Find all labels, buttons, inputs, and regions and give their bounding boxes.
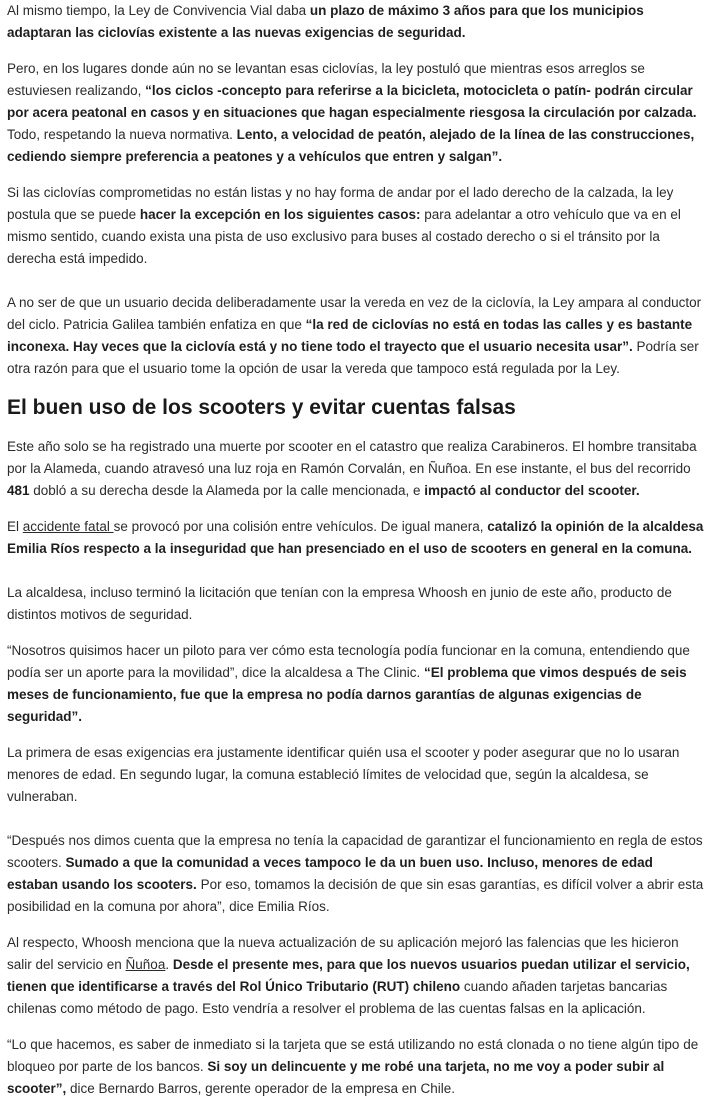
bold-run: “la red de ciclovías no está en todas las calles y es bastante inconexa. Hay veces que la ciclovía está y no tiene todo el trayecto que el usuario necesita usar”. [7,317,693,354]
text-run: “Lo que hacemos, es saber de inmediato si la tarjeta que se está utilizando no está clonada o no tiene algún tipo de bloqueo por parte de los bancos. [7,1037,699,1074]
bold-run: Si soy un delincuente y me robé una tarjeta, no me voy a poder subir al scooter”, [7,1059,665,1096]
paragraph-muerte-scooter [7,436,704,502]
text-run: La primera de esas exigencias era justamente identificar quién usa el scooter y poder asegurar que no lo usaran menores de edad. En segundo lugar, la comuna estableció límites de velocidad que, según la alcaldesa, se vulneraban. [7,745,680,804]
paragraph-accidente-fatal [7,516,704,560]
paragraph-licitacion [7,582,704,626]
paragraph-rios-quote [7,830,704,918]
paragraph-ciclos-acera [7,58,704,168]
bold-run: Lento, a velocidad de peatón, alejado de la línea de las construcciones, cediendo siempre preferencia a peatones y a vehículos que entren y salgan”. [7,127,695,164]
bold-run: catalizó la opinión de la alcaldesa Emilia Ríos respecto a la inseguridad que han presenciado en el uso de scooters en general en la comuna. [7,519,704,556]
bold-run: Desde el presente mes, para que los nuevos usuarios puedan utilizar el servicio, tienen que identificarse a través del Rol Único Tributario (RUT) chileno [7,957,690,994]
paragraph-whoosh-rut [7,932,704,1020]
text-run: Podría ser otra razón para que el usuario tome la opción de usar la vereda que tampoco está regulada por la Ley. [7,339,699,376]
paragraph-plazo-ciclovias [7,0,704,44]
paragraph-exigencias [7,742,704,808]
nunoa-link[interactable]: Ñuñoa [125,957,166,972]
bold-run: hacer la excepción en los siguientes casos: [139,207,421,222]
text-run: Por eso, tomamos la decisión de que sin esas garantías, es difícil volver a abrir esta posibilidad en la comuna por ahora”, dice Emilia Ríos. [7,877,704,914]
bold-run: Sumado a que la comunidad a veces tampoco le da un buen uso. Incluso, menores de edad estaban usando los scooters. [7,855,653,892]
text-run: El [7,519,23,534]
accidente-fatal-link[interactable]: accidente fatal [22,519,114,534]
text-run: se provocó por una colisión entre vehículos. De igual manera, [113,519,488,534]
text-run: dobló a su derecha desde la Alameda por la calle mencionada, e [29,483,425,498]
text-run: La alcaldesa, incluso terminó la licitación que tenían con la empresa Whoosh en junio de este año, producto de distintos motivos de seguridad. [7,585,672,622]
paragraph-piloto-quote [7,640,704,728]
text-run: Pero, en los lugares donde aún no se levantan esas ciclovías, la ley postuló que mientras esos arreglos se estuviesen realizando, [7,61,645,98]
text-run: Si las ciclovías comprometidas no están listas y no hay forma de andar por el lado derecho de la calzada, la ley postula que se puede [7,185,674,222]
text-run: “Nosotros quisimos hacer un piloto para ver cómo esta tecnología podía funcionar en la comuna, entendiendo que podía ser un aporte para la movilidad”, dice la alcaldesa a The Clinic. [7,643,690,680]
text-run: dice Bernardo Barros, gerente operador de la empresa en Chile. [66,1081,456,1096]
bold-run: 481 [7,483,30,498]
text-run: A no ser de que un usuario decida deliberadamente usar la vereda en vez de la ciclovía, la Ley ampara al conductor del ciclo. Patricia Galilea también enfatiza en que [7,295,702,332]
text-run: cuando añaden tarjetas bancarias chilenas como método de pago. Esto vendría a resolver el problema de las cuentas falsas en la aplicación. [7,979,668,1016]
paragraph-excepciones [7,182,704,270]
bold-run: un plazo de máximo 3 años para que los municipios adaptaran las ciclovías existente a las nuevas exigencias de seguridad. [7,3,644,40]
text-run: . [165,957,173,972]
text-run: Este año solo se ha registrado una muerte por scooter en el catastro que realiza Carabineros. El hombre transitaba por la Alameda, cuando atravesó una luz roja en Ramón Corvalán, en Ñuñoa. En ese instante, el bus del recorrido [7,439,697,476]
bold-run: “El problema que vimos después de seis meses de funcionamiento, fue que la empresa no podía darnos garantías de algunas exigencias de seguridad”. [7,665,687,724]
bold-run: “los ciclos -concepto para referirse a la bicicleta, motocicleta o patín- podrán circular por acera peatonal en casos y en situaciones que hagan especialmente riesgosa la circulación por calzada. [7,83,697,120]
text-run: Todo, respetando la nueva normativa. [7,127,237,142]
paragraph-galilea-quote [7,292,704,380]
bold-run: impactó al conductor del scooter. [424,483,640,498]
text-run: “Después nos dimos cuenta que la empresa no tenía la capacidad de garantizar el funcionamiento en regla de estos scooters. [7,833,703,870]
paragraph-barros-quote [7,1034,704,1100]
text-run: Al respecto, Whoosh menciona que la nueva actualización de su aplicación mejoró las falencias que les hicieron salir del servicio en [7,935,679,972]
text-run: para adelantar a otro vehículo que va en el mismo sentido, cuando exista una pista de uso exclusivo para buses al costado derecho o si el tránsito por la derecha está impedido. [7,207,681,266]
section-heading: El buen uso de los scooters y evitar cuentas falsas [7,396,516,419]
text-run: Al mismo tiempo, la Ley de Convivencia Vial daba [7,3,310,18]
